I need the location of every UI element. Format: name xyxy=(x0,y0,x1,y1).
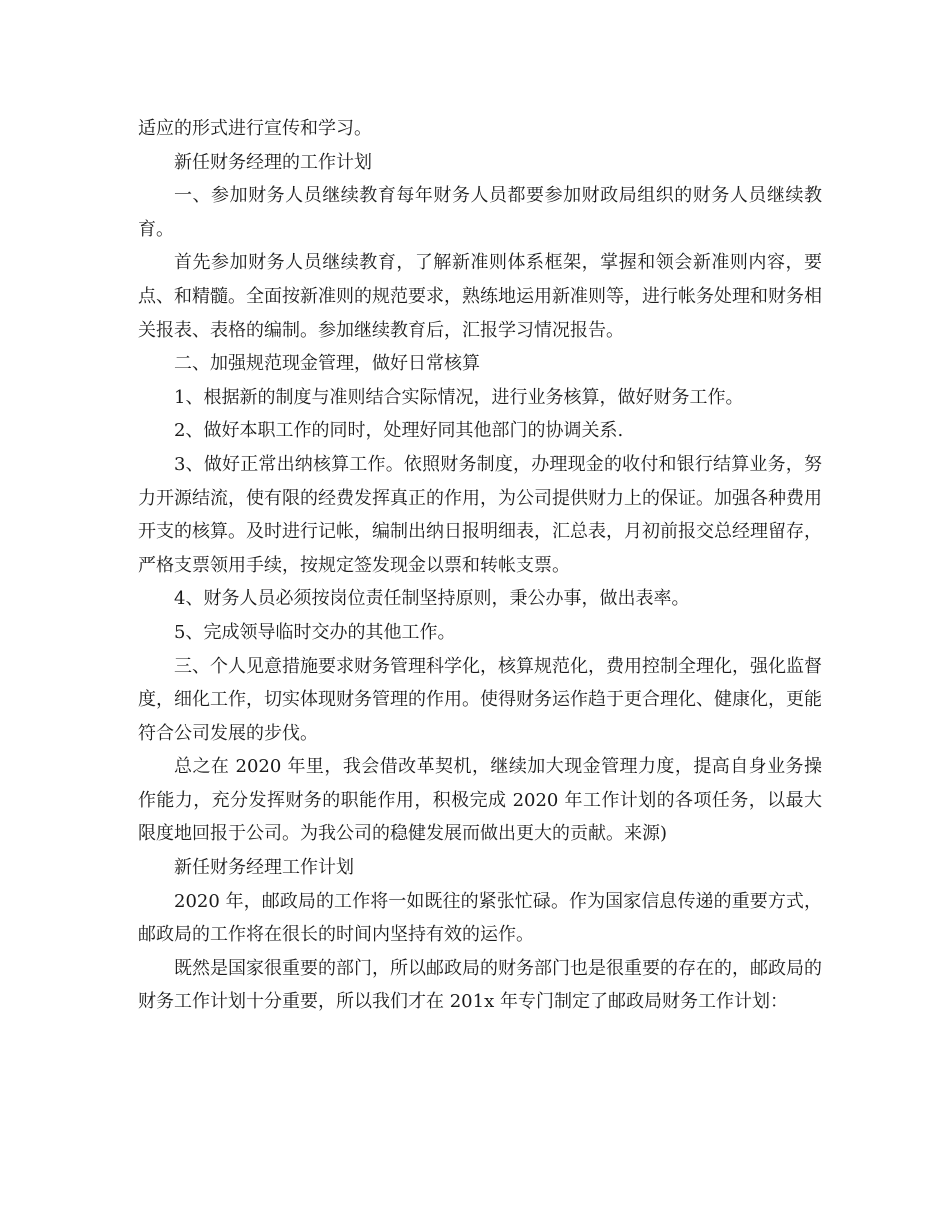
paragraph: 既然是国家很重要的部门，所以邮政局的财务部门也是很重要的存在的，邮政局的财务工作计划十分重要，所以我们才在 201x 年专门制定了邮政局财务工作计划： xyxy=(138,957,822,1013)
paragraph-continuation: 适应的形式进行宣传和学习。 xyxy=(138,118,372,139)
paragraph: 2020 年，邮政局的工作将一如既往的紧张忙碌。作为国家信息传递的重要方式，邮政局的工作将在很长的时间内坚持有效的运作。 xyxy=(138,890,822,946)
list-item: 4、财务人员必须按岗位责任制坚持原则，秉公办事，做出表率。 xyxy=(174,588,690,610)
list-item: 2、做好本职工作的同时，处理好同其他部门的协调关系. xyxy=(174,420,624,442)
list-item: 3、做好正常出纳核算工作。依照财务制度，办理现金的收付和银行结算业务，努力开源结流，使有限的经费发挥真正的作用，为公司提供财力上的保证。加强各种费用开支的核算。及时进行记帐，编制出纳日报明细表，汇总表，月初前报交总经理留存，严格支票领用手续，按规定签发现金以票和转帐支票。 xyxy=(138,453,822,576)
list-item: 1、根据新的制度与准则结合实际情况，进行业务核算，做好财务工作。 xyxy=(174,386,744,408)
section-heading: 新任财务经理的工作计划 xyxy=(174,151,372,173)
paragraph: 总之在 2020 年里，我会借改革契机，继续加大现金管理力度，提高自身业务操作能力，充分发挥财务的职能作用，积极完成 2020 年工作计划的各项任务，以最大限度地回报于公司。为我公司的稳健发展而做出更大的贡献。来源) xyxy=(138,756,822,845)
section-heading: 二、加强规范现金管理，做好日常核算 xyxy=(174,353,480,375)
list-item: 5、完成领导临时交办的其他工作。 xyxy=(174,621,456,643)
paragraph: 首先参加财务人员继续教育，了解新准则体系框架，掌握和领会新准则内容，要点、和精髓。全面按新准则的规范要求，熟练地运用新准则等，进行帐务处理和财务相关报表、表格的编制。参加继续教育后，汇报学习情况报告。 xyxy=(138,252,822,341)
document-body xyxy=(138,112,822,1019)
section-heading: 新任财务经理工作计划 xyxy=(174,857,354,879)
paragraph: 一、参加财务人员继续教育每年财务人员都要参加财政局组织的财务人员继续教育。 xyxy=(138,185,822,240)
paragraph: 三、个人见意措施要求财务管理科学化，核算规范化，费用控制全理化，强化监督度，细化工作，切实体现财务管理的作用。使得财务运作趋于更合理化、健康化，更能符合公司发展的步伐。 xyxy=(138,655,822,744)
